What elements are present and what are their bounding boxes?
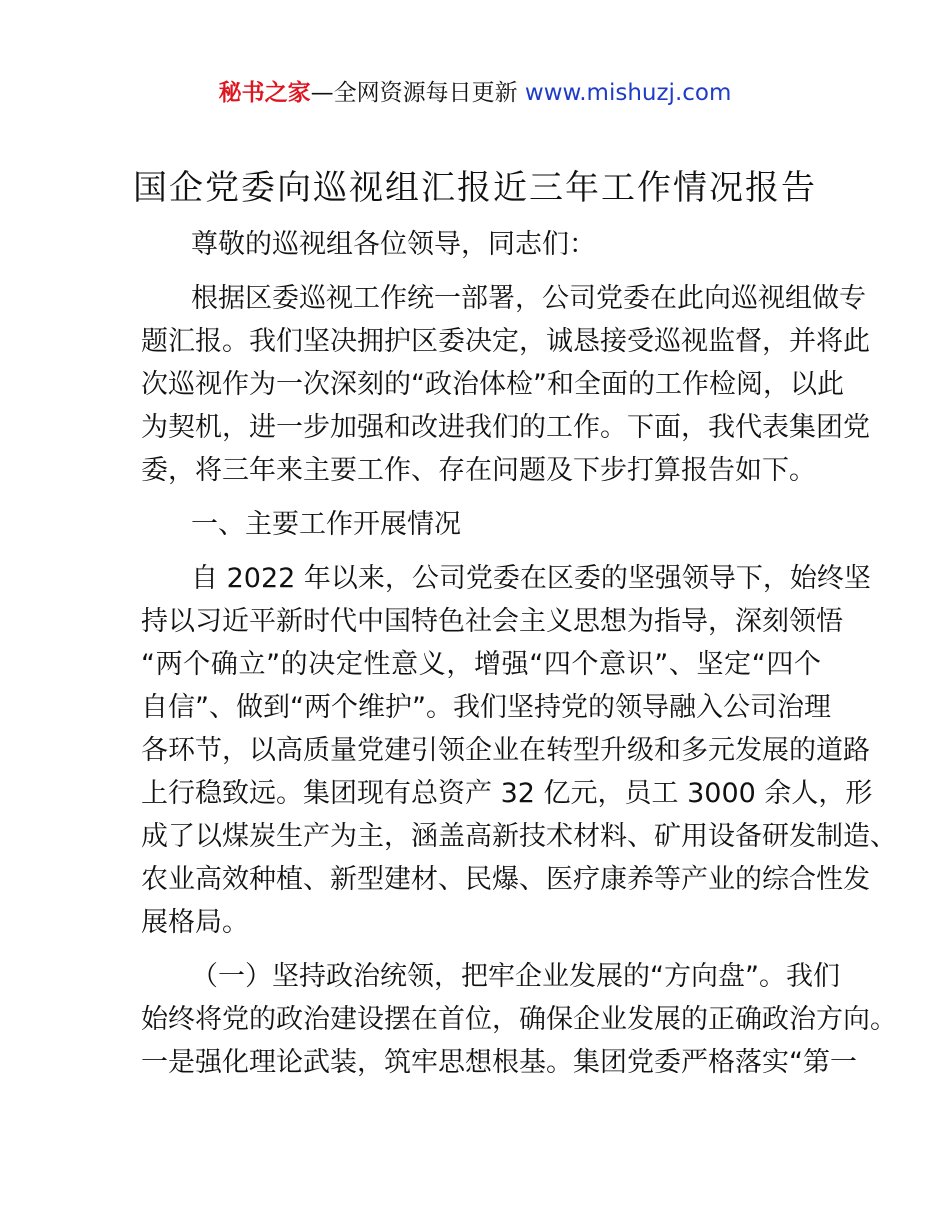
paragraph-subsection-1 [141, 955, 897, 1084]
text-line: 上行稳致远。集团现有总资产 32 亿元，员工 3000 余人，形 [141, 778, 873, 809]
text-line: 一、主要工作开展情况 [191, 509, 461, 540]
paragraph-overview [141, 557, 897, 944]
text-line: 题汇报。我们坚决拥护区委决定，诚恳接受巡视监督，并将此 [141, 326, 870, 357]
text-line: 展格局。 [141, 907, 249, 938]
text-line: 自信”、做到“两个维护”。我们坚持党的领导融入公司治理 [141, 692, 831, 723]
salutation [141, 223, 821, 266]
text-line: 尊敬的巡视组各位领导，同志们： [191, 229, 596, 260]
text-line: 农业高效种植、新型建材、民爆、医疗康养等产业的综合性发 [141, 864, 870, 895]
text-line: 持以习近平新时代中国特色社会主义思想为指导，深刻领悟 [141, 606, 843, 637]
text-line: （一）坚持政治统领，把牢企业发展的“方向盘”。我们 [191, 961, 840, 992]
text-line: 成了以煤炭生产为主，涵盖高新技术材料、矿用设备研发制造、 [141, 821, 897, 852]
text-line: 始终将党的政治建设摆在首位，确保企业发展的正确政治方向。 [141, 1004, 897, 1035]
document-title: 国企党委向巡视组汇报近三年工作情况报告 [133, 168, 817, 208]
brand-name: 秘书之家 [218, 80, 311, 106]
text-line: 委，将三年来主要工作、存在问题及下步打算报告如下。 [141, 455, 816, 486]
site-url-link[interactable]: www.mishuzj.com [524, 80, 732, 106]
site-banner [0, 76, 950, 110]
text-line: 各环节，以高质量党建引领企业在转型升级和多元发展的道路 [141, 735, 870, 766]
paragraph-intro [141, 277, 870, 492]
text-line: 次巡视作为一次深刻的“政治体检”和全面的工作检阅，以此 [141, 369, 844, 400]
text-line: “两个确立”的决定性意义，增强“四个意识”、坚定“四个 [141, 649, 821, 680]
banner-slogan: —全网资源每日更新 [310, 80, 525, 106]
text-line: 为契机，进一步加强和改进我们的工作。下面，我代表集团党 [141, 412, 870, 443]
text-line: 一是强化理论武装，筑牢思想根基。集团党委严格落实“第一 [141, 1047, 857, 1078]
document-body [141, 223, 897, 1084]
text-line: 根据区委巡视工作统一部署，公司党委在此向巡视组做专 [191, 283, 866, 314]
section-heading [141, 503, 821, 546]
text-line: 自 2022 年以来，公司党委在区委的坚强领导下，始终坚 [191, 563, 871, 594]
